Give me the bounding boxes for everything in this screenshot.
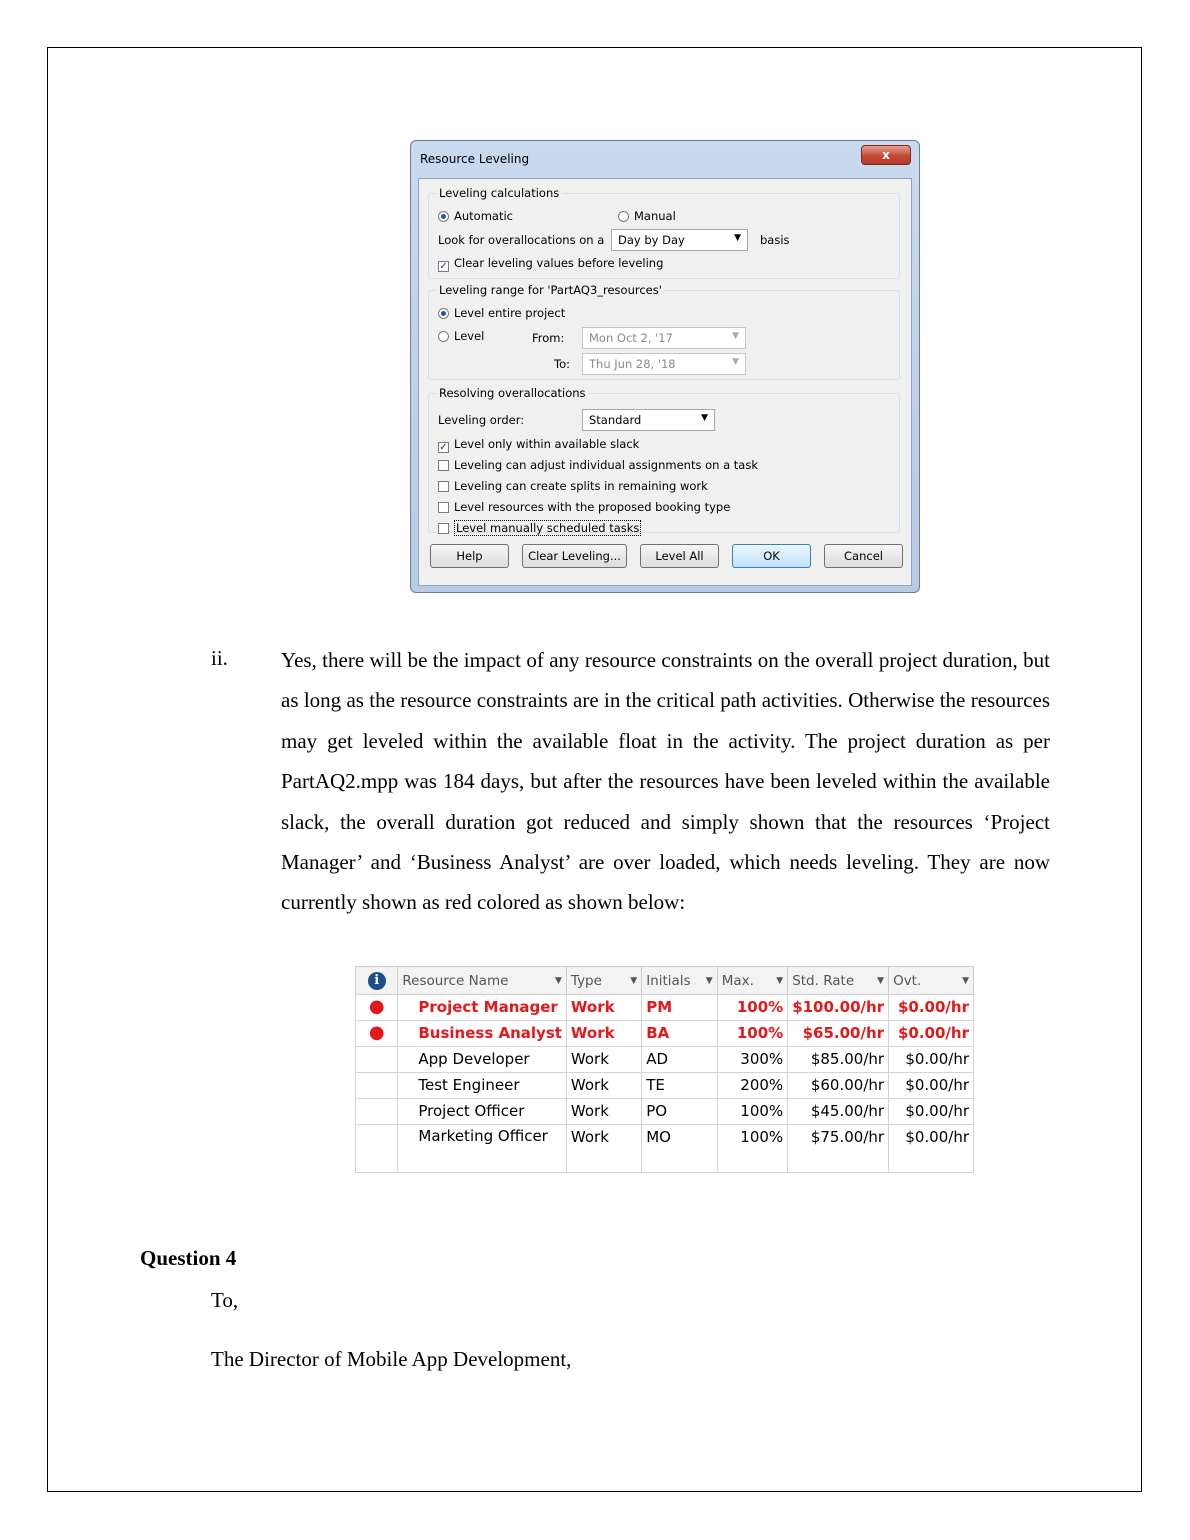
group-label: Leveling range for 'PartAQ3_resources': [436, 283, 665, 297]
chevron-down-icon: ▼: [732, 357, 739, 367]
chevron-down-icon: ▼: [732, 331, 739, 341]
type-cell[interactable]: Work: [566, 1047, 641, 1073]
resource-name-cell[interactable]: Business Analyst: [398, 1021, 567, 1047]
initials-cell[interactable]: TE: [642, 1073, 718, 1099]
std-rate-cell[interactable]: $65.00/hr: [788, 1021, 889, 1047]
option-slack-checkbox[interactable]: [438, 437, 639, 453]
resource-name-cell[interactable]: Project Manager: [398, 995, 567, 1021]
chevron-down-icon: ▼: [701, 413, 708, 423]
ovt-rate-cell[interactable]: $0.00/hr: [889, 1099, 974, 1125]
from-date-value: Mon Oct 2, '17: [589, 331, 673, 345]
initials-cell[interactable]: PO: [642, 1099, 718, 1125]
max-cell[interactable]: 100%: [717, 1099, 787, 1125]
leveling-range-group: [428, 283, 900, 380]
filter-arrow-icon[interactable]: ▼: [705, 975, 713, 986]
help-button[interactable]: Help: [430, 544, 509, 568]
overallocated-indicator: [356, 995, 398, 1021]
basis-dropdown[interactable]: [611, 229, 748, 251]
checkmark-icon: ✓: [439, 261, 448, 272]
checkbox-empty-icon: [438, 460, 449, 471]
column-header-type[interactable]: Type ▼: [566, 967, 641, 995]
std-rate-cell[interactable]: $45.00/hr: [788, 1099, 889, 1125]
recipient-line: The Director of Mobile App Development,: [211, 1347, 572, 1371]
basis-suffix: basis: [760, 233, 790, 247]
filter-arrow-icon[interactable]: ▼: [555, 975, 562, 986]
max-cell[interactable]: 100%: [717, 995, 787, 1021]
overallocated-indicator: [356, 1021, 398, 1047]
indicator-cell: [356, 1047, 398, 1073]
manual-label: Manual: [634, 209, 676, 223]
column-header-max[interactable]: Max. ▼: [717, 967, 787, 995]
std-rate-cell[interactable]: $100.00/hr: [788, 995, 889, 1021]
checkbox-empty-icon: [438, 481, 449, 492]
chevron-down-icon: ▼: [734, 233, 741, 243]
resource-name-cell[interactable]: Project Officer: [398, 1099, 567, 1125]
resource-leveling-dialog: [410, 140, 920, 593]
table-row[interactable]: [356, 1099, 974, 1125]
initials-cell[interactable]: BA: [642, 1021, 718, 1047]
option-label: Leveling can create splits in remaining work: [454, 479, 708, 493]
overallocated-person-icon: ●: [368, 996, 385, 1017]
resource-sheet-table: [355, 966, 974, 1173]
table-header-row: [356, 967, 974, 995]
table-row[interactable]: [356, 1125, 974, 1173]
cancel-button[interactable]: Cancel: [824, 544, 903, 568]
ovt-rate-cell[interactable]: $0.00/hr: [889, 1021, 974, 1047]
max-cell[interactable]: 100%: [717, 1021, 787, 1047]
basis-value: Day by Day: [618, 233, 685, 247]
close-button[interactable]: x: [861, 145, 911, 165]
info-column-header: [356, 967, 398, 995]
question-heading: Question 4: [140, 1246, 237, 1270]
list-item-number: ii.: [211, 646, 228, 670]
resource-name-cell[interactable]: App Developer: [398, 1047, 567, 1073]
clear-values-label: Clear leveling values before leveling: [454, 256, 664, 270]
salutation-to: To,: [211, 1288, 239, 1312]
checkbox-empty-icon: [438, 502, 449, 513]
leveling-order-value: Standard: [589, 413, 642, 427]
option-label: Level manually scheduled tasks: [456, 521, 640, 535]
column-header-initials[interactable]: Initials ▼: [642, 967, 718, 995]
std-rate-cell[interactable]: $60.00/hr: [788, 1073, 889, 1099]
info-icon: i: [368, 972, 386, 990]
std-rate-cell[interactable]: $85.00/hr: [788, 1047, 889, 1073]
to-date-value: Thu Jun 28, '18: [589, 357, 676, 371]
column-header-ovt[interactable]: Ovt. ▼: [889, 967, 974, 995]
radio-icon: [438, 331, 449, 342]
leveling-calculations-group: [428, 186, 900, 279]
group-label: Leveling calculations: [436, 186, 562, 200]
checkbox-empty-icon: [438, 523, 449, 534]
type-cell[interactable]: Work: [566, 1125, 641, 1173]
clear-values-checkbox[interactable]: [438, 256, 663, 272]
level-entire-project-radio[interactable]: [438, 306, 565, 320]
automatic-label: Automatic: [454, 209, 513, 223]
checkmark-icon: ✓: [439, 442, 448, 453]
column-header-resource-name[interactable]: Resource Name ▼: [398, 967, 567, 995]
radio-selected-icon: [438, 211, 449, 222]
table-row[interactable]: [356, 1047, 974, 1073]
radio-icon: [618, 211, 629, 222]
max-cell[interactable]: 300%: [717, 1047, 787, 1073]
filter-arrow-icon[interactable]: ▼: [877, 975, 885, 986]
type-cell[interactable]: Work: [566, 1073, 641, 1099]
std-rate-cell[interactable]: $75.00/hr: [788, 1125, 889, 1173]
option-adjust-assignments-checkbox[interactable]: [438, 458, 758, 472]
initials-cell[interactable]: MO: [642, 1125, 718, 1173]
filter-arrow-icon[interactable]: ▼: [630, 975, 638, 986]
radio-selected-icon: [438, 308, 449, 319]
ovt-rate-cell[interactable]: $0.00/hr: [889, 1125, 974, 1173]
level-range-label: Level: [454, 329, 485, 343]
indicator-cell: [356, 1073, 398, 1099]
from-label: From:: [532, 331, 565, 345]
paragraph-text: Yes, there will be the impact of any resource constraints on the overall project duration, but as long as the resource constraints are in the critical path activities. Otherwise the resources may get leveled within the available float in the activity. The project duration as per PartAQ2.mpp was 184 days, but after the resources have been leveled within the available slack, the overall duration got reduced and simply shown that the resources ‘Project Manager’ and ‘Business Analyst’ are over loaded, which needs leveling. They are now currently shown as red colored as shown below:: [281, 648, 1050, 915]
overallocated-person-icon: ●: [368, 1022, 385, 1043]
resolving-overallocations-group: [428, 386, 900, 535]
table-row[interactable]: [356, 1073, 974, 1099]
table-row[interactable]: [356, 995, 974, 1021]
max-cell[interactable]: 200%: [717, 1073, 787, 1099]
column-header-std-rate[interactable]: Std. Rate ▼: [788, 967, 889, 995]
to-label: To:: [554, 357, 570, 371]
leveling-order-label: Leveling order:: [438, 413, 525, 427]
ovt-rate-cell[interactable]: $0.00/hr: [889, 995, 974, 1021]
look-for-label: Look for overallocations on a: [438, 233, 605, 247]
automatic-radio[interactable]: [438, 209, 513, 223]
max-cell[interactable]: 100%: [717, 1125, 787, 1173]
manual-radio[interactable]: [618, 209, 676, 223]
initials-cell[interactable]: PM: [642, 995, 718, 1021]
filter-arrow-icon[interactable]: ▼: [962, 975, 969, 986]
level-entire-project-label: Level entire project: [454, 306, 566, 320]
level-range-radio[interactable]: [438, 329, 484, 343]
resource-name-cell[interactable]: Test Engineer: [398, 1073, 567, 1099]
option-label: Level resources with the proposed booking type: [454, 500, 731, 514]
to-date-field[interactable]: [582, 353, 746, 375]
dialog-body: [418, 178, 912, 586]
option-manual-tasks-checkbox[interactable]: [438, 521, 641, 535]
option-label: Leveling can adjust individual assignments on a task: [454, 458, 758, 472]
dialog-title: Resource Leveling: [420, 152, 530, 166]
leveling-order-dropdown[interactable]: [582, 409, 715, 431]
type-cell[interactable]: Work: [566, 1021, 641, 1047]
initials-cell[interactable]: AD: [642, 1047, 718, 1073]
ovt-rate-cell[interactable]: $0.00/hr: [889, 1073, 974, 1099]
table-row[interactable]: [356, 1021, 974, 1047]
option-create-splits-checkbox[interactable]: [438, 479, 708, 493]
type-cell[interactable]: Work: [566, 1099, 641, 1125]
clear-leveling-button[interactable]: Clear Leveling...: [522, 544, 627, 568]
ok-button[interactable]: OK: [732, 544, 811, 568]
ovt-rate-cell[interactable]: $0.00/hr: [889, 1047, 974, 1073]
indicator-cell: [356, 1125, 398, 1173]
filter-arrow-icon[interactable]: ▼: [776, 975, 784, 986]
option-proposed-booking-checkbox[interactable]: [438, 500, 730, 514]
from-date-field[interactable]: [582, 327, 746, 349]
type-cell[interactable]: Work: [566, 995, 641, 1021]
level-all-button[interactable]: Level All: [640, 544, 719, 568]
option-label: Level only within available slack: [454, 437, 640, 451]
indicator-cell: [356, 1099, 398, 1125]
group-label: Resolving overallocations: [436, 386, 589, 400]
resource-name-cell[interactable]: Marketing Officer: [398, 1125, 567, 1173]
